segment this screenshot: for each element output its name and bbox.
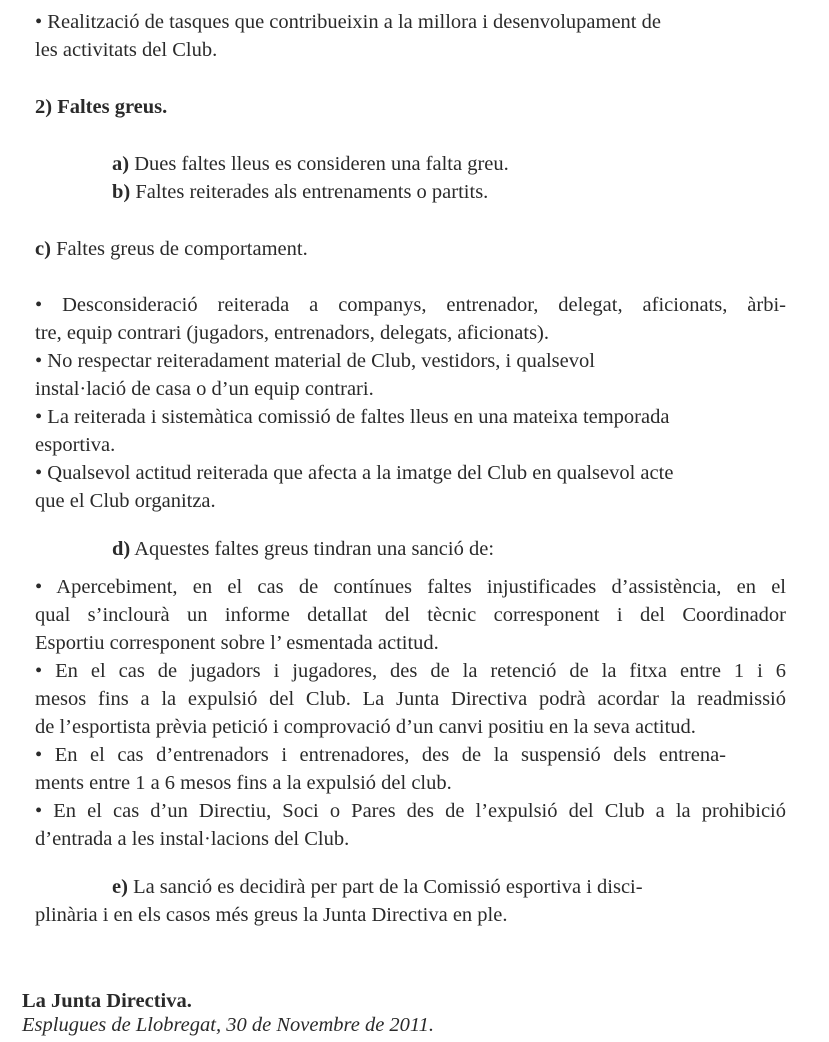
bullet-line: d’entrada a les instal·lacions del Club. [35, 828, 350, 850]
bullet-line: que el Club organitza. [35, 490, 216, 512]
bullet-line: • Desconsideració reiterada a companys, entrenador, delegat, aficionats, àrbi- [35, 294, 786, 316]
item-text: Dues faltes lleus es consideren una falta greu. [129, 153, 509, 175]
item-label: b) [112, 181, 131, 203]
bullet-line: • No respectar reiteradament material de Club, vestidors, i qualsevol [35, 350, 595, 372]
item-text: Faltes greus de comportament. [50, 238, 308, 260]
bullet-line: Esportiu corresponent sobre l’ esmentada actitud. [35, 632, 439, 654]
bullet-line: mesos fins a la expulsió del Club. La Junta Directiva podrà acordar la readmissió [35, 688, 786, 710]
signature: La Junta Directiva. [22, 990, 192, 1012]
item-a [112, 150, 509, 178]
item-text: La sanció es decidirà per part de la Comissió esportiva i disci- [127, 876, 643, 898]
bullet-line: • En el cas d’un Directiu, Soci o Pares des de l’expulsió del Club a la prohibició [35, 800, 786, 822]
item-e [112, 873, 643, 901]
item-c [35, 235, 308, 263]
bullet-line: instal·lació de casa o d’un equip contrari. [35, 378, 374, 400]
text-line: • Realització de tasques que contribueixin a la millora i desenvolupament de [35, 11, 661, 33]
item-label: a) [112, 153, 130, 175]
text-line: plinària i en els casos més greus la Junta Directiva en ple. [35, 904, 508, 926]
bullet-line: esportiva. [35, 434, 116, 456]
bullet-line: • En el cas de jugadors i jugadores, des de la retenció de la fitxa entre 1 i 6 [35, 660, 786, 682]
bullet-line: ments entre 1 a 6 mesos fins a la expulsió del club. [35, 772, 452, 794]
item-label: e) [112, 876, 128, 898]
bullet-line: • Apercebiment, en el cas de contínues faltes injustificades d’assistència, en el [35, 576, 786, 598]
item-label: d) [112, 538, 131, 560]
text-line: les activitats del Club. [35, 39, 218, 61]
item-text: Faltes reiterades als entrenaments o partits. [130, 181, 489, 203]
bullet-line: qual s’inclourà un informe detallat del tècnic corresponent i del Coordinador [35, 604, 786, 626]
item-text: Aquestes faltes greus tindran una sanció de: [130, 538, 495, 560]
item-d [112, 535, 494, 563]
item-b [112, 178, 488, 206]
place-date: Esplugues de Llobregat, 30 de Novembre de 2011. [22, 1014, 435, 1036]
bullet-line: • En el cas d’entrenadors i entrenadores, des de la suspensió dels entrena- [35, 744, 726, 766]
bullet-line: • La reiterada i sistemàtica comissió de faltes lleus en una mateixa temporada [35, 406, 670, 428]
bullet-line: tre, equip contrari (jugadors, entrenadors, delegats, aficionats). [35, 322, 550, 344]
bullet-line: de l’esportista prèvia petició i comprovació d’un canvi positiu en la seva actitud. [35, 716, 696, 738]
item-label: c) [35, 238, 51, 260]
section-heading: 2) Faltes greus. [35, 96, 168, 118]
bullet-line: • Qualsevol actitud reiterada que afecta a la imatge del Club en qualsevol acte [35, 462, 674, 484]
